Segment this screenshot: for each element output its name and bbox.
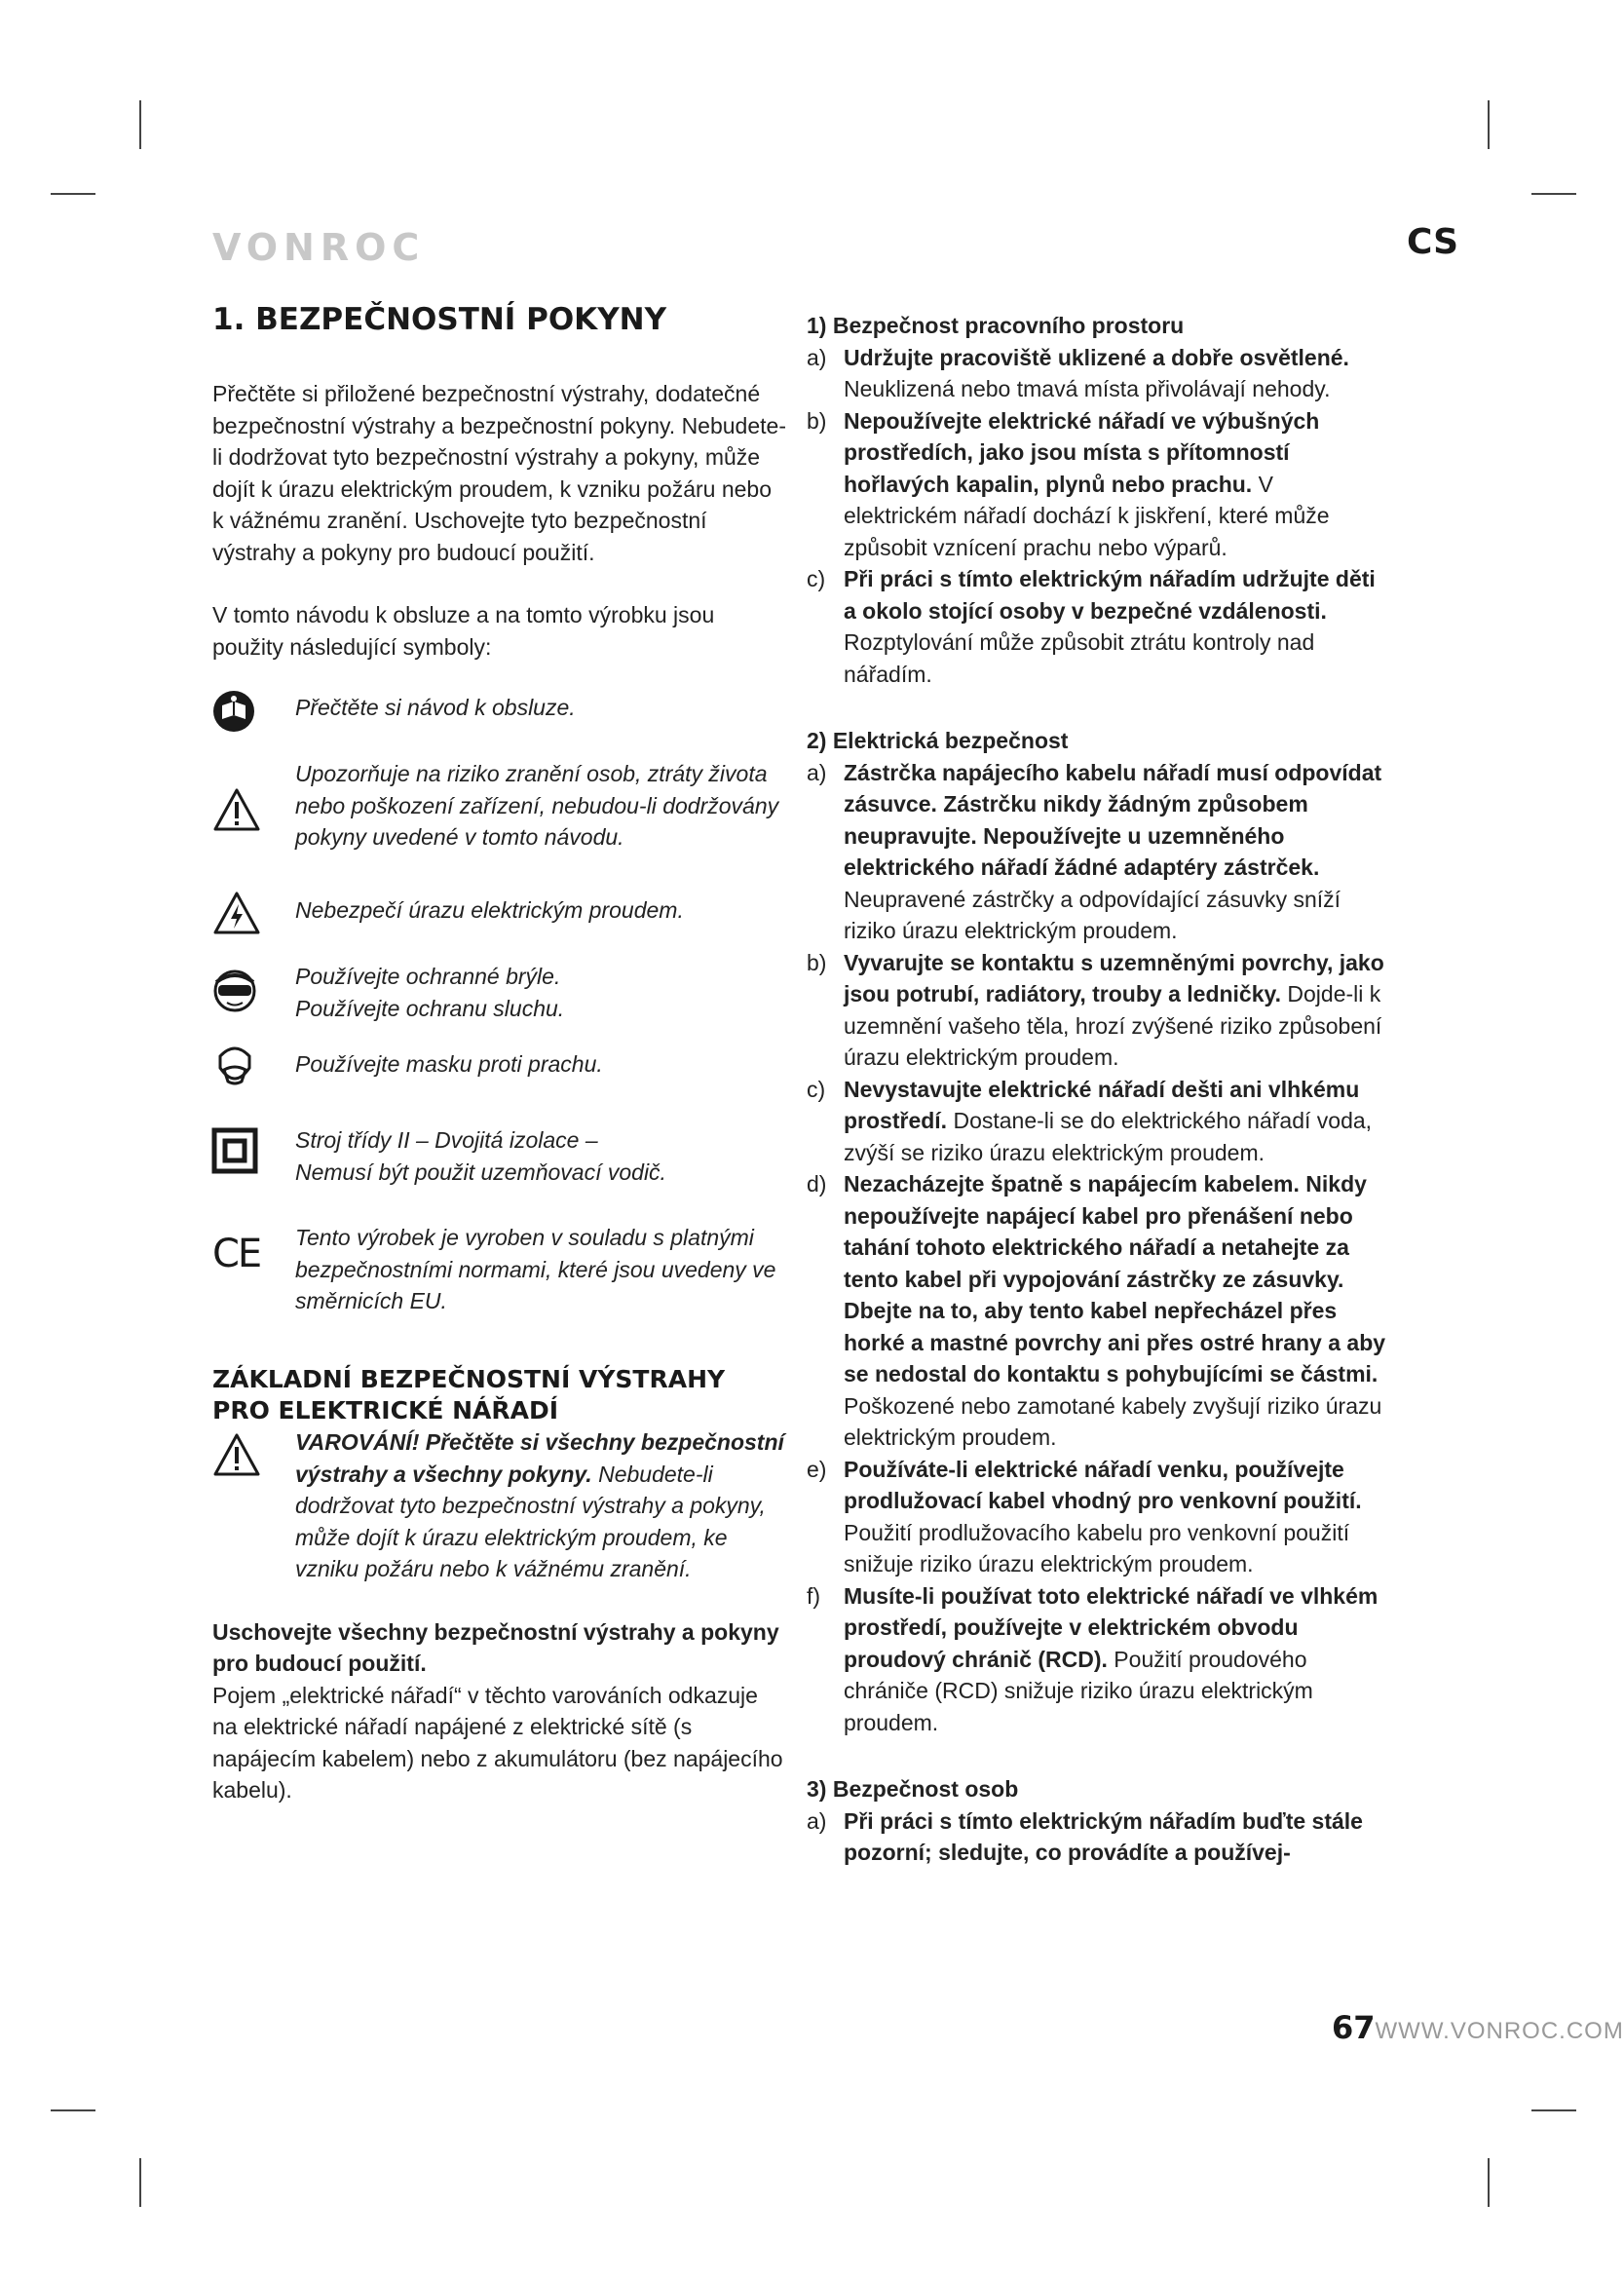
warning-text: Nebudete-li dodržovat tyto bezpečnostní výstrahy a pokyny, může dojít k úrazu elektrickým proudem, ke vzniku požáru nebo k vážnému zranění.: [295, 1461, 766, 1581]
symbol-text: Používejte masku proti prachu.: [295, 1051, 603, 1077]
crop-mark: [1488, 2158, 1490, 2207]
left-column: [212, 302, 787, 1806]
section-heading: ZÁKLADNÍ BEZPEČNOSTNÍ VÝSTRAHY PRO ELEKTRICKÉ NÁŘADÍ: [212, 1365, 726, 1424]
symbol-text: Upozorňuje na riziko zranění osob, ztráty života nebo poškození zařízení, nebudou-li dodržovány pokyny uvedené v tomto návodu.: [295, 761, 779, 850]
list-item: e) Používáte-li elektrické nářadí venku, používejte prodlužovací kabel vhodný pro venkovní použití. Použití prodlužovacího kabelu pro venkovní použití snižuje riziko úrazu elektrickým proudem.: [807, 1456, 1362, 1576]
symbol-row: [212, 692, 787, 750]
warning-triangle-icon: [212, 1432, 261, 1482]
warning-block: [212, 1426, 787, 1585]
symbol-row: [212, 1124, 787, 1222]
list-item: a) Při práci s tímto elektrickým nářadím buďte stále pozorní; sledujte, co provádíte a používej-: [807, 1807, 1363, 1865]
symbol-text: Tento výrobek je vyroben v souladu s platnými bezpečnostními normami, které jsou uvedeny ve směrnicích EU.: [295, 1225, 776, 1313]
crop-mark: [139, 100, 141, 149]
keep-instructions: Uschovejte všechny bezpečnostní výstrahy a pokyny pro budoucí použití.: [212, 1618, 779, 1676]
page-footer: [1332, 2009, 1624, 2046]
symbol-text: Stroj třídy II – Dvojitá izolace – Nemusí být použit uzemňovací vodič.: [295, 1127, 666, 1185]
page-number: 67: [1332, 2009, 1376, 2046]
symbol-text: Používejte ochranné brýle. Používejte ochranu sluchu.: [295, 964, 565, 1021]
list-item: a) Udržujte pracoviště uklizené a dobře osvětlené. Neuklizená nebo tmavá místa přivolávají nehody.: [807, 344, 1349, 401]
list-item: b) Nepoužívejte elektrické nářadí ve výbušných prostředích, jako jsou místa s přítomností hořlavých kapalin, plynů nebo prachu. V elektrickém nářadí dochází k jiskření, které může způsobit vznícení prachu nebo výparů.: [807, 407, 1330, 560]
symbols-intro: V tomto návodu k obsluze a na tomto výrobku jsou použity následující symboly:: [212, 602, 715, 660]
list-item: c) Nevystavujte elektrické nářadí dešti ani vlhkému prostředí. Dostane-li se do elektrického nářadí voda, zvýší se riziko úrazu elektrickým proudem.: [807, 1076, 1373, 1165]
definition-paragraph: Pojem „elektrické nářadí“ v těchto varováních odkazuje na elektrické nářadí napájené z elektrické sítě (s napájecím kabelem) nebo z akumulátoru (bez napájecího kabelu).: [212, 1682, 783, 1803]
list-item: b) Vyvarujte se kontaktu s uzemněnými povrchy, jako jsou potrubí, radiátory, trouby a ledničky. Dojde-li k uzemnění vašeho těla, hrozí zvýšené riziko způsobení úrazu elektrickým proudem.: [807, 949, 1384, 1070]
goggles-ear-protection-icon: [212, 969, 257, 1018]
symbol-row: [212, 894, 787, 953]
page-title: 1. BEZPEČNOSTNÍ POKYNY: [212, 302, 667, 337]
language-code: CS: [1407, 222, 1459, 262]
section-title: 3) Bezpečnost osob: [807, 1776, 1019, 1802]
symbol-text: Přečtěte si návod k obsluze.: [295, 695, 576, 720]
warning-triangle-icon: [212, 787, 261, 837]
double-insulation-icon: [212, 1128, 257, 1178]
crop-mark: [139, 2158, 141, 2207]
crop-mark: [1531, 193, 1576, 195]
warning-bold-text: VAROVÁNÍ! Přečtěte si všechny bezpečnostní výstrahy a všechny pokyny.: [295, 1429, 784, 1487]
right-column: [807, 310, 1391, 1869]
crop-mark: [51, 2109, 95, 2111]
symbol-row: [212, 961, 787, 1039]
ce-mark-icon: CE: [212, 1232, 261, 1276]
list-item: f) Musíte-li používat toto elektrické nářadí ve vlhkém prostředí, používejte v elektrickém obvodu proudový chránič (RCD). Použití proudového chrániče (RCD) snižuje riziko úrazu elektrickým proudem.: [807, 1582, 1379, 1735]
symbol-text: Nebezpečí úrazu elektrickým proudem.: [295, 897, 684, 923]
dust-mask-icon: [212, 1043, 257, 1096]
brand-logo: VONROC: [212, 226, 426, 269]
crop-mark: [1488, 100, 1490, 149]
list-item: a) Zástrčka napájecího kabelu nářadí musí odpovídat zásuvce. Zástrčku nikdy žádným způsobem neupravujte. Nepoužívejte u uzemněného elektrického nářadí žádné adaptéry zástrček. Neupravené zástrčky a odpovídající zásuvky sníží riziko úrazu elektrickým proudem.: [807, 759, 1382, 943]
symbol-row: [212, 1222, 787, 1348]
intro-paragraph: Přečtěte si přiložené bezpečnostní výstrahy, dodatečné bezpečnostní výstrahy a bezpečnostní pokyny. Nebudete-li dodržovat tyto bezpečnostní výstrahy a pokyny, může dojít k úrazu elektrickým proudem, k vzniku požáru nebo k vážnému zranění. Uschovejte tyto bezpečnostní výstrahy a pokyny pro budoucí použití.: [212, 381, 786, 565]
footer-url: WWW.VONROC.COM: [1375, 2018, 1624, 2044]
symbol-row: [212, 1048, 787, 1107]
list-item: d) Nezacházejte špatně s napájecím kabelem. Nikdy nepoužívejte napájecí kabel pro přenášení nebo tahání tohoto elektrického nářadí a netahejte za tento kabel při vypojování zástrčky ze zásuvky. Dbejte na to, aby tento kabel nepřecházel přes horké a mastné povrchy ani přes ostré hrany a aby se nedostal do kontaktu s pohybujícími se částmi. Poškozené nebo zamotané kabely zvyšují riziko úrazu elektrickým proudem.: [807, 1171, 1386, 1450]
list-item: c) Při práci s tímto elektrickým nářadím udržujte děti a okolo stojící osoby v bezpečné vzdálenosti. Rozptylování může způsobit ztrátu kontroly nad nářadím.: [807, 566, 1376, 687]
section-title: 1) Bezpečnost pracovního prostoru: [807, 313, 1185, 338]
electric-shock-icon: [212, 891, 261, 940]
symbol-row: [212, 758, 787, 894]
crop-mark: [51, 193, 95, 195]
crop-mark: [1531, 2109, 1576, 2111]
section-title: 2) Elektrická bezpečnost: [807, 728, 1069, 753]
manual-icon: [212, 690, 255, 738]
